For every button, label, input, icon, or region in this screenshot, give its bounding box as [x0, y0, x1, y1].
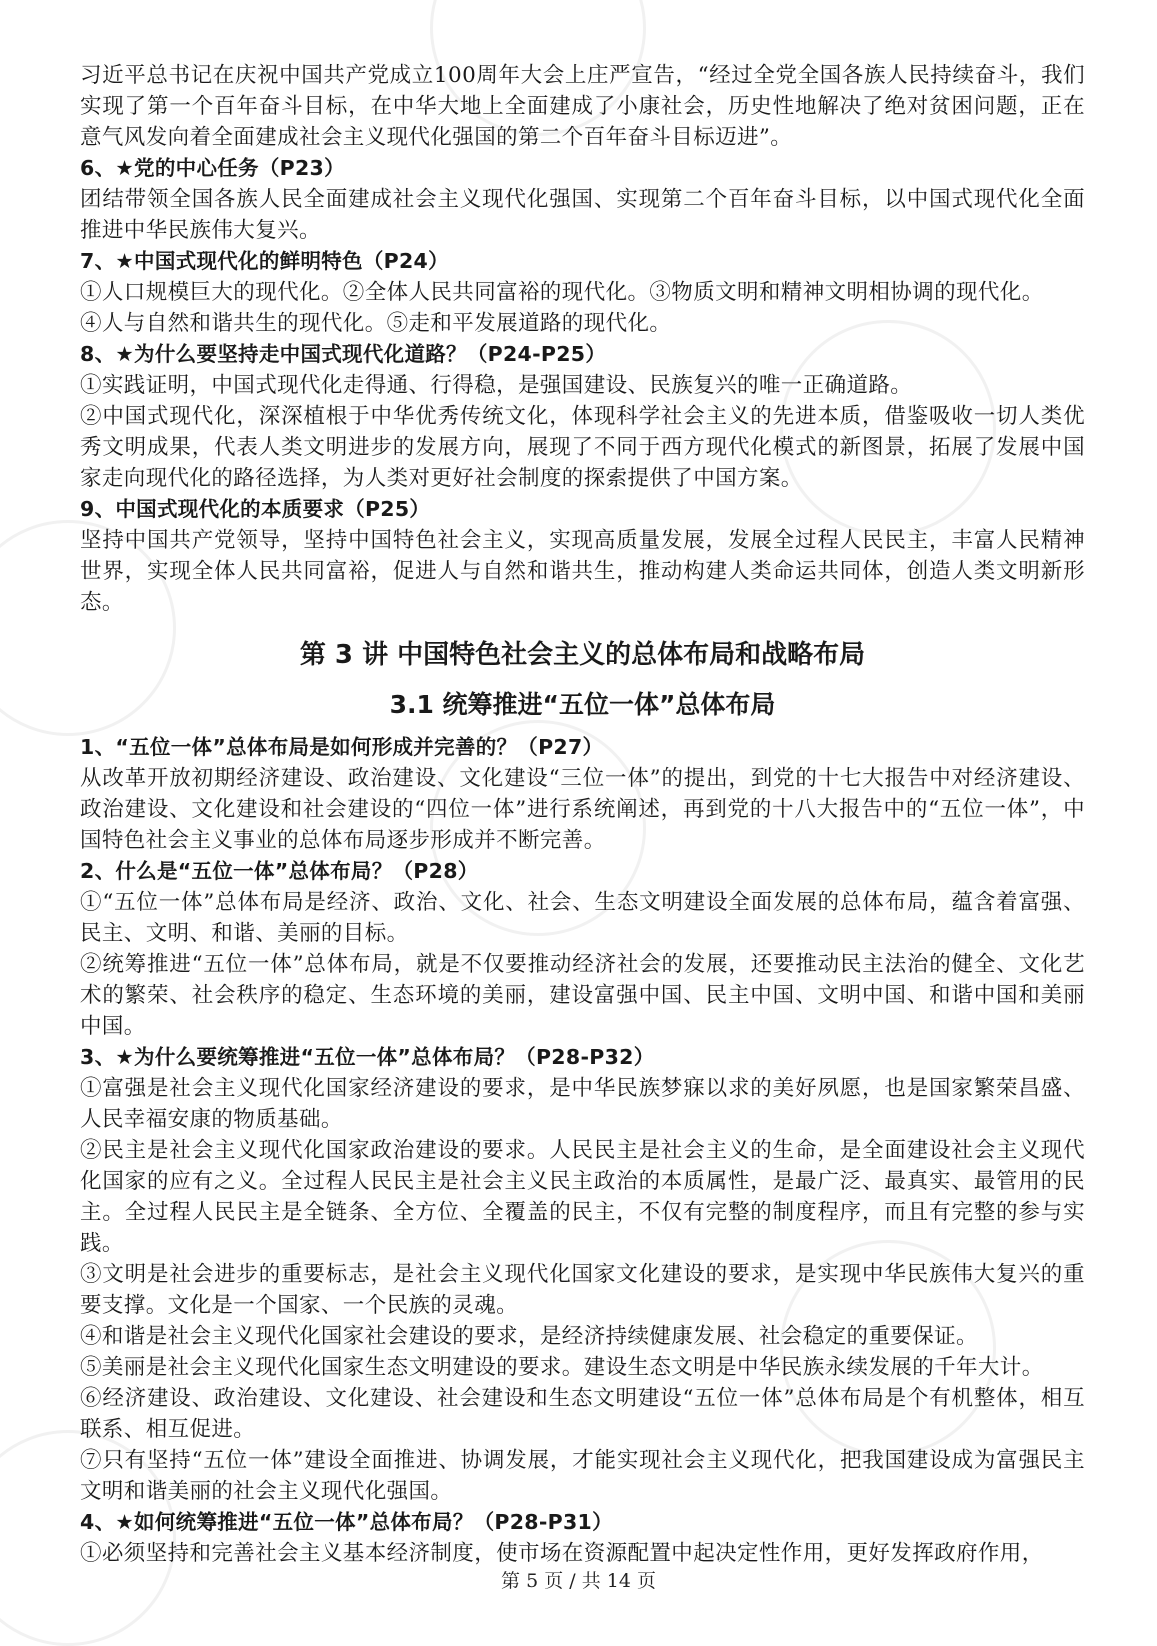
- paragraph: ③文明是社会进步的重要标志，是社会主义现代化国家文化建设的要求，是实现中华民族伟大复兴的重要支撑。文化是一个国家、一个民族的灵魂。: [80, 1262, 1085, 1318]
- paragraph: ①人口规模巨大的现代化。②全体人民共同富裕的现代化。③物质文明和精神文明相协调的现代化。: [80, 280, 1044, 305]
- chapter-title: 第 3 讲 中国特色社会主义的总体布局和战略布局: [299, 640, 866, 670]
- paragraph: 团结带领全国各族人民全面建成社会主义现代化强国、实现第二个百年奋斗目标，以中国式现代化全面推进中华民族伟大复兴。: [80, 187, 1085, 243]
- paragraph: ⑥经济建设、政治建设、文化建设、社会建设和生态文明建设“五位一体”总体布局是个有机整体，相互联系、相互促进。: [80, 1386, 1085, 1442]
- paragraph: ①必须坚持和完善社会主义基本经济制度，使市场在资源配置中起决定性作用，更好发挥政府作用，: [80, 1541, 1044, 1566]
- section-9-heading: 9、中国式现代化的本质要求（P25）: [80, 497, 431, 521]
- question-2-heading: 2、什么是“五位一体”总体布局？（P28）: [80, 859, 479, 883]
- paragraph: ①富强是社会主义现代化国家经济建设的要求，是中华民族梦寐以求的美好夙愿，也是国家繁荣昌盛、人民幸福安康的物质基础。: [80, 1076, 1085, 1132]
- paragraph: ②中国式现代化，深深植根于中华优秀传统文化，体现科学社会主义的先进本质，借鉴吸收一切人类优秀文明成果，代表人类文明进步的发展方向，展现了不同于西方现代化模式的新图景，拓展了发展中国家走向现代化的路径选择，为人类对更好社会制度的探索提供了中国方案。: [80, 404, 1085, 491]
- paragraph: ⑦只有坚持“五位一体”建设全面推进、协调发展，才能实现社会主义现代化，把我国建设成为富强民主文明和谐美丽的社会主义现代化强国。: [80, 1448, 1085, 1504]
- section-8-heading: 8、★为什么要坚持走中国式现代化道路？（P24-P25）: [80, 342, 607, 366]
- section-6-heading: 6、★党的中心任务（P23）: [80, 156, 345, 180]
- paragraph: 坚持中国共产党领导，坚持中国特色社会主义，实现高质量发展，发展全过程人民民主，丰富人民精神世界，实现全体人民共同富裕，促进人与自然和谐共生，推动构建人类命运共同体，创造人类文明新形态。: [80, 528, 1085, 615]
- paragraph: ②统筹推进“五位一体”总体布局，就是不仅要推动经济社会的发展，还要推动民主法治的健全、文化艺术的繁荣、社会秩序的稳定、生态环境的美丽，建设富强中国、民主中国、文明中国、和谐中国和美丽中国。: [80, 952, 1085, 1039]
- paragraph: ④和谐是社会主义现代化国家社会建设的要求，是经济持续健康发展、社会稳定的重要保证。: [80, 1324, 978, 1349]
- paragraph: ④人与自然和谐共生的现代化。⑤走和平发展道路的现代化。: [80, 311, 672, 336]
- page-number-footer: 第 5 页 / 共 14 页: [501, 1570, 656, 1592]
- paragraph: 从改革开放初期经济建设、政治建设、文化建设“三位一体”的提出，到党的十七大报告中对经济建设、政治建设、文化建设和社会建设的“四位一体”进行系统阐述，再到党的十八大报告中的“五位一体”，中国特色社会主义事业的总体布局逐步形成并不断完善。: [80, 766, 1085, 853]
- question-3-heading: 3、★为什么要统筹推进“五位一体”总体布局？（P28-P32）: [80, 1045, 655, 1069]
- paragraph: ①实践证明，中国式现代化走得通、行得稳，是强国建设、民族复兴的唯一正确道路。: [80, 373, 913, 398]
- question-1-heading: 1、“五位一体”总体布局是如何形成并完善的？（P27）: [80, 735, 604, 759]
- paragraph: ⑤美丽是社会主义现代化国家生态文明建设的要求。建设生态文明是中华民族永续发展的千年大计。: [80, 1355, 1044, 1380]
- paragraph: ②民主是社会主义现代化国家政治建设的要求。人民民主是社会主义的生命，是全面建设社会主义现代化国家的应有之义。全过程人民民主是社会主义民主政治的本质属性，是最广泛、最真实、最管用的民主。全过程人民民主是全链条、全方位、全覆盖的民主，不仅有完整的制度程序，而且有完整的参与实践。: [80, 1138, 1085, 1256]
- intro-paragraph: 习近平总书记在庆祝中国共产党成立100周年大会上庄严宣告，“经过全党全国各族人民持续奋斗，我们实现了第一个百年奋斗目标，在中华大地上全面建成了小康社会，历史性地解决了绝对贫困问题，正在意气风发向着全面建成社会主义现代化强国的第二个百年奋斗目标迈进”。: [80, 63, 1085, 150]
- section-title: 3.1 统筹推进“五位一体”总体布局: [389, 690, 776, 719]
- section-7-heading: 7、★中国式现代化的鲜明特色（P24）: [80, 249, 449, 273]
- paragraph: ①“五位一体”总体布局是经济、政治、文化、社会、生态文明建设全面发展的总体布局，蕴含着富强、民主、文明、和谐、美丽的目标。: [80, 890, 1085, 946]
- document-page: [80, 60, 1085, 1569]
- question-4-heading: 4、★如何统筹推进“五位一体”总体布局？（P28-P31）: [80, 1510, 613, 1534]
